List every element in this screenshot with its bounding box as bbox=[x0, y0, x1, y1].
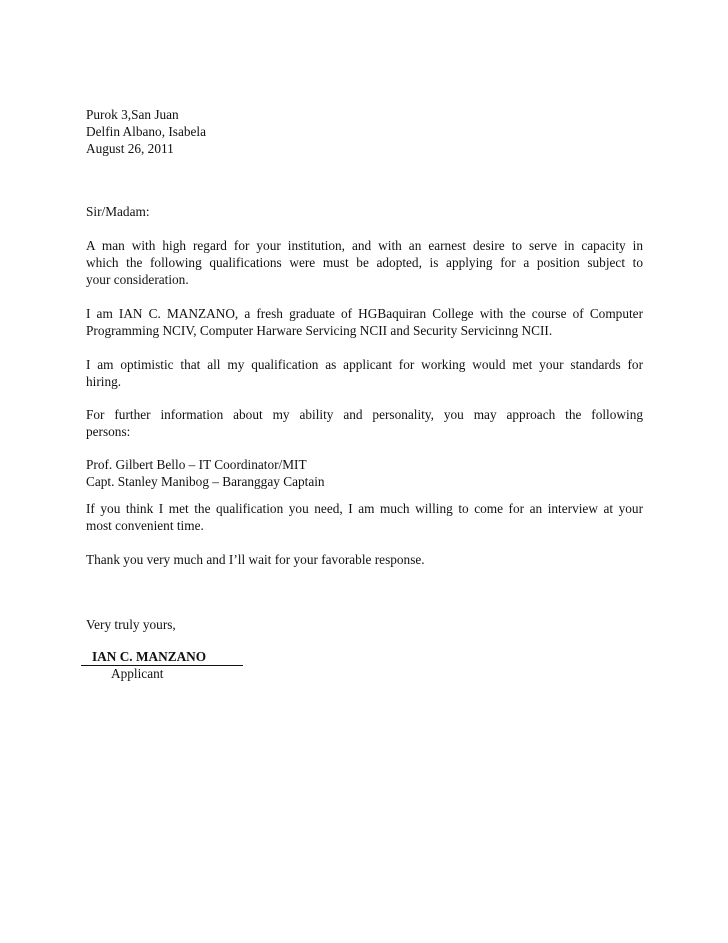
signature-title: Applicant bbox=[111, 666, 164, 681]
paragraph-line: most convenient time. bbox=[86, 518, 204, 533]
paragraph-line: Thank you very much and I’ll wait for your favorable response. bbox=[86, 552, 425, 567]
references-list bbox=[86, 456, 643, 490]
paragraph-interview bbox=[86, 500, 643, 534]
paragraph-line: For further information about my ability and personality, you may approach the following bbox=[86, 407, 643, 422]
paragraph-thanks bbox=[86, 551, 643, 568]
reference-item: Capt. Stanley Manibog – Baranggay Captain bbox=[86, 474, 325, 489]
paragraph-line: Programming NCIV, Computer Harware Servicing NCII and Security Servicinng NCII. bbox=[86, 323, 553, 338]
paragraph-line: persons: bbox=[86, 424, 131, 439]
paragraph-line: If you think I met the qualification you need, I am much willing to come for an interview at your bbox=[86, 501, 643, 516]
paragraph-line: I am IAN C. MANZANO, a fresh graduate of HGBaquiran College with the course of Computer bbox=[86, 306, 643, 321]
closing-text: Very truly yours, bbox=[86, 617, 176, 632]
address-line-2: Delfin Albano, Isabela bbox=[86, 124, 207, 139]
letter-date: August 26, 2011 bbox=[86, 141, 174, 156]
sender-address bbox=[86, 106, 643, 157]
address-line-1: Purok 3,San Juan bbox=[86, 107, 179, 122]
paragraph-line: which the following qualifications were must be adopted, is applying for a position subject to bbox=[86, 255, 643, 270]
paragraph-line: I am optimistic that all my qualification as applicant for working would met your standards for bbox=[86, 357, 643, 372]
salutation-text: Sir/Madam: bbox=[86, 204, 150, 219]
reference-item: Prof. Gilbert Bello – IT Coordinator/MIT bbox=[86, 457, 307, 472]
closing bbox=[86, 616, 643, 633]
paragraph-intro bbox=[86, 237, 643, 288]
paragraph-line: A man with high regard for your institution, and with an earnest desire to serve in capacity in bbox=[86, 238, 643, 253]
paragraph-qualifications bbox=[86, 305, 643, 339]
paragraph-optimistic bbox=[86, 356, 643, 390]
paragraph-line: your consideration. bbox=[86, 272, 189, 287]
signature-name: IAN C. MANZANO bbox=[92, 649, 207, 664]
paragraph-further-info bbox=[86, 406, 643, 440]
paragraph-line: hiring. bbox=[86, 374, 122, 389]
salutation bbox=[86, 203, 643, 220]
